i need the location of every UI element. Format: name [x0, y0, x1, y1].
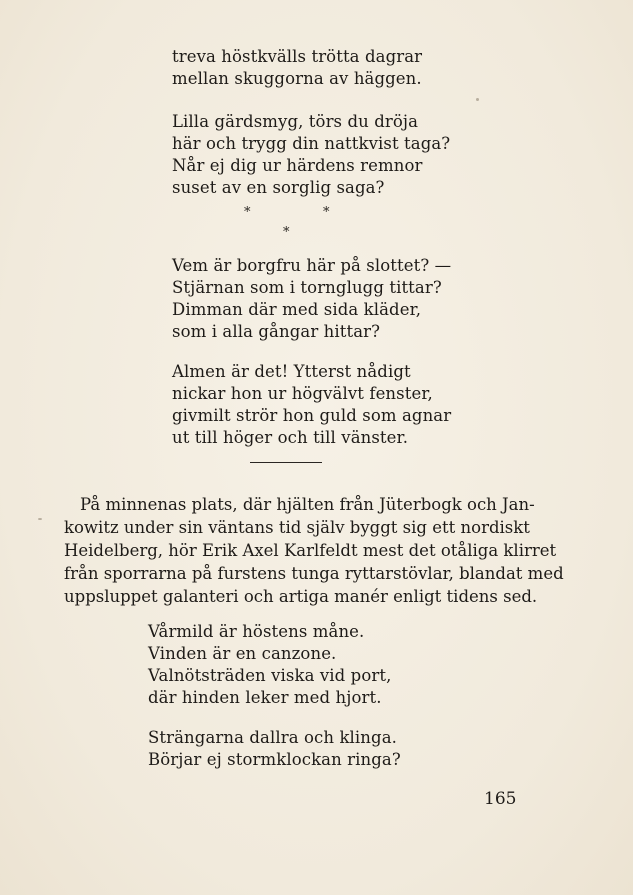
poem-line: där hinden leker med hjort.: [148, 688, 382, 707]
poem-line: här och trygg din nattkvist taga?: [172, 134, 451, 153]
section-divider: [250, 462, 322, 463]
poem-line: nickar hon ur högvälvt fenster,: [172, 384, 433, 403]
asterism-star: *: [244, 205, 251, 220]
poem-line: som i alla gångar hittar?: [172, 322, 381, 341]
asterism-star: *: [323, 205, 330, 220]
poem-line: givmilt strör hon guld som agnar: [172, 406, 452, 425]
poem-line: Vem är borgfru här på slottet? —: [172, 256, 452, 275]
poem-line: Vinden är en canzone.: [148, 644, 337, 663]
page-number: 165: [484, 789, 517, 809]
prose-line: Heidelberg, hör Erik Axel Karlfeldt mest det otåliga klirret: [64, 541, 557, 560]
poem-line: Dimman där med sida kläder,: [172, 300, 422, 319]
poem-line: Strängarna dallra och klinga.: [148, 728, 397, 747]
prose-line: kowitz under sin väntans tid själv byggt sig ett nordiskt: [64, 518, 530, 537]
asterism-star: *: [283, 225, 290, 240]
poem-line: Börjar ej stormklockan ringa?: [148, 750, 401, 769]
poem-line: suset av en sorglig saga?: [172, 178, 385, 197]
prose-line: uppsluppet galanteri och artiga manér enligt tidens sed.: [64, 587, 538, 606]
prose-line: På minnenas plats, där hjälten från Jüterbogk och Jan-: [80, 495, 535, 514]
poem-line: mellan skuggorna av häggen.: [172, 69, 422, 88]
poem-line: Vårmild är höstens måne.: [148, 622, 365, 641]
poem-line: treva höstkvälls trötta dagrar: [172, 47, 423, 66]
poem-line: Almen är det! Ytterst nådigt: [172, 362, 411, 381]
poem-line: ut till höger och till vänster.: [172, 428, 409, 447]
paper-speck: [476, 98, 479, 101]
poem-line: Når ej dig ur härdens remnor: [172, 156, 423, 175]
poem-line: Lilla gärdsmyg, törs du dröja: [172, 112, 419, 131]
paper-speck: [38, 518, 42, 520]
prose-line: från sporrarna på furstens tunga ryttarstövlar, blandat med: [64, 564, 564, 583]
poem-line: Valnötsträden viska vid port,: [148, 666, 392, 685]
poem-line: Stjärnan som i tornglugg tittar?: [172, 278, 442, 297]
